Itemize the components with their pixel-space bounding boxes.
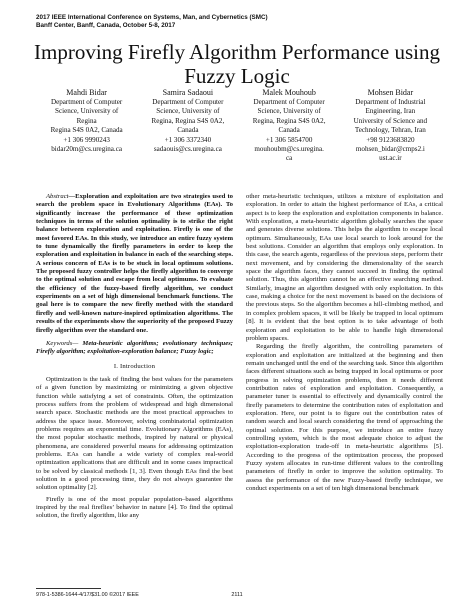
right-paragraph-1: other meta-heuristic techniques, utilizes a mixture of exploitation and exploration. In order to attain the highest performance of EAs, a critical aspect is to keep the exploration and exploitation components in balance. With exploration, a meta-heuristic algorithm globally searches the space and generates diverse solutions. This helps the algorithm to escape local optimum. Simultaneously, EAs use local search to look around for the best solutions. Consider an algorithm that employs only exploration. In this case, the search agents, regardless of the previous steps, perform their next movement, and by considering the dimensionality of the search space the algorithm faces, they cannot succeed in finding the optimal solution. Thus, this algorithm cannot be an effective searching method. Similarly, imagine an algorithm designed with only exploitation. In this case, making a choice for the next movement is based on the decisions of the previous steps. So the algorithm becomes a hill-climbing method, and in complex problem spaces, it will be likely be trapped in local optimum [8]. It is evident that the best option is to take advantage of both exploration and exploitation to be able to handle high dimensional problem spaces. [246, 193, 443, 342]
keywords [36, 340, 233, 357]
author-address-line: Canada [177, 126, 199, 135]
page-number: 2111 [231, 592, 243, 598]
conference-header-line-1: 2017 IEEE International Conference on Systems, Man, and Cybernetics (SMC) [36, 14, 268, 21]
author-affiliation-line: Regina, Regina S4S 0A2, [151, 116, 225, 125]
author-affiliation-line: Regina [76, 116, 97, 125]
left-column [36, 193, 233, 521]
author-1 [36, 88, 137, 164]
intro-paragraph-2: Firefly is one of the most popular population–based algorithms inspired by the real fireflies’ behavior in nature [4]. To find the optimal solution, the firefly algorithm, like any [36, 495, 233, 520]
author-phone: +1 306 3372340 [164, 135, 212, 144]
author-phone: +1 306 5854700 [265, 135, 313, 144]
author-email-continued: ust.ac.ir [379, 154, 402, 163]
author-affiliation-line: Department of Computer [50, 98, 123, 106]
author-email: mouhoubm@cs.uregina. [254, 145, 324, 154]
author-affiliation-line: Regina, Regina S4S 0A2, [252, 116, 326, 125]
author-email: mohsen_bidar@cmps2.i [355, 145, 425, 154]
abstract-lead: Abstract [46, 193, 69, 200]
author-affiliation-line: Department of Industrial [355, 98, 426, 106]
author-2 [137, 88, 238, 164]
author-phone: +98 9123683820 [366, 135, 415, 144]
author-affiliation-line: Technology, Tehran, Iran [354, 126, 426, 135]
author-email: sadaouis@cs.uregina.ca [153, 145, 222, 154]
author-affiliation-line: Science, University of [55, 107, 119, 116]
author-affiliation-line: Department of Computer [152, 98, 224, 106]
author-name: Samira Sadaoui [162, 88, 214, 97]
abstract [36, 193, 233, 335]
keywords-lead: Keywords— [46, 339, 79, 347]
author-4 [340, 88, 441, 164]
abstract-text: —Exploration and exploitation are two strategies used to search the problem space in Evolutionary Algorithms (EAs). To significantly increase the performance of these optimization techniques in terms of the solution optimality is to strike the right balance between exploration and exploitation. Firefly is one of the most favored EAs. In this study, we introduce an entire fuzzy system to tune dynamically the firefly parameters in order to keep the exploration and exploitation in balance in each of the searching steps. A serious concern of EAs is to be stuck in local optimum solutions. The proposed fuzzy controller helps the firefly algorithm to converge to the optimal solution and escape from local optimums. To evaluate the efficiency of the fuzzy-based firefly algorithm, we conduct experiments on a set of high dimensional benchmark functions. The goal here is to compare the new firefly method with the standard firefly and well-known nature-inspired optimization algorithms. The results of the experiments show the superiority of the proposed Fuzzy firefly algorithm over the standard one. [36, 193, 233, 334]
footer-copyright: 978-1-5386-1644-4/17/$31.00 ©2017 IEEE [36, 592, 139, 598]
author-phone: +1 306 9990243 [63, 135, 110, 144]
author-address-line: Canada [278, 126, 300, 135]
right-column [246, 193, 443, 493]
conference-header [36, 14, 268, 30]
author-name: Malek Mouhoub [262, 88, 316, 97]
intro-paragraph-1: Optimization is the task of finding the best values for the parameters of a given function by maximizing or minimizing a given objective function while satisfying a set of constraints. Often, the optimization process suffers from the problem of widespread and high dimensional search space. Stochastic methods are the most practical approaches to address the space issue. Moreover, solving combinatorial optimization problems requires an exponential time. Evolutionary Algorithms (EAs), the most popular stochastic methods, inspired by natural or physical phenomena, are considered powerful means for addressing optimization problems. EAs can handle a wide variety of complex real-world optimization applications that are difficult and in some cases impractical to be solved by classical methods [1, 3]. Even though EAs find the best solution in a good processing time, they do not always guarantee the solution optimality [2]. [36, 375, 233, 492]
author-name: Mahdi Bidar [66, 88, 107, 97]
conference-header-line-2: Banff Center, Banff, Canada, October 5-8, 2017 [36, 22, 176, 29]
author-affiliation-line: Science, University of [257, 107, 321, 116]
author-name: Mohsen Bidar [367, 88, 414, 97]
keywords-text: Meta-heuristic algorithms; evolutionary techniques; Firefly algorithm; exploitation-exploration balance; Fuzzy logic; [36, 339, 233, 356]
author-affiliation-line: Department of Computer [253, 98, 325, 106]
author-address-line: Regina S4S 0A2, Canada [50, 126, 123, 135]
author-block [36, 88, 441, 164]
author-affiliation-line: Science, University of [156, 107, 220, 116]
author-3 [239, 88, 340, 164]
paper-title [0, 40, 474, 88]
author-email: bidar20m@cs.uregina.ca [51, 145, 122, 154]
footer-divider [36, 588, 101, 589]
right-paragraph-2: Regarding the firefly algorithm, the controlling parameters of exploration and exploitation are initialized at the beginning and then remain unchanged until the end of the searching task. Since this algorithm faces different situations such as being trapped in local optimums or poor progress in solving optimization problems, then it needs different contribution rates of exploration and exploitation. Consequently, a parameter tuner is essential to effectively and dynamically control the firefly parameters to determine the contribution rates of exploitation and exploration. Here, our point is to figure out the contribution rates of random search and local search considering the trend of approaching the optimal solution. For this purpose, we introduce an entire fuzzy controlling system, which is the most adequate choice to adjust the exploitation-exploration trade-off in meta-heuristic algorithms [5]. According to the progress of the optimization process, the proposed Fuzzy system allocates in run-time different values to the controlling parameters of firefly in order to improve the solution optimality. To assess the performance of the new Fuzzy-based firefly technique, we conduct experiments on a set of ten high dimensional benchmark [246, 343, 443, 493]
author-affiliation-line: University of Science and [353, 116, 428, 125]
author-email-continued: ca [285, 154, 293, 163]
section-heading-introduction: I. Introduction [113, 362, 156, 370]
paper-title-line-1: Improving Firefly Algorithm Performance using [34, 40, 440, 64]
paper-title-line-2: Fuzzy Logic [184, 64, 290, 88]
author-affiliation-line: Engineering, Iran [365, 107, 416, 116]
